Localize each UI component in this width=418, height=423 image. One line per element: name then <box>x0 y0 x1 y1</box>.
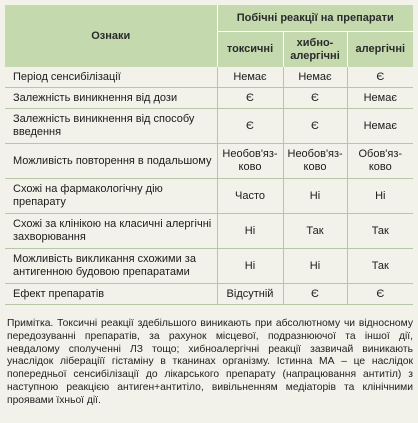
footnote-text: Примітка. Токсичні реакції здебільшого виникають при абсолютному чи відносному передозуванні препаратів, за рахунок місцевої, подразнюючої та іншої дії, невдалому сполученні ЛЗ тощо; хибноалергічні реакції зазвичай виникають унаслідок лібераціїї гістаміну в тканинах організму. Істинна МА – це наслідок попередньої сенсибілізації до лікарського препарату (напрацювання антитіл) з наступною реакцією антиген+антитіло, вивільненням медіаторів та клінічними проявами їхньої дії. <box>7 318 413 406</box>
header-features: Ознаки <box>5 5 217 67</box>
cell-pseudo-allergic: Так <box>283 214 347 249</box>
cell-allergic: Є <box>347 67 413 88</box>
table-row <box>5 67 413 88</box>
header-group-reactions: Побічні реакції на препарати <box>217 5 413 32</box>
table-row <box>5 179 413 214</box>
row-label: Схожі на фармакологічну дію препарату <box>5 179 217 214</box>
cell-pseudo-allergic: Є <box>283 284 347 305</box>
cell-toxic: Немає <box>217 67 283 88</box>
row-label: Період сенсибілізації <box>5 67 217 88</box>
header-allergic: алергічні <box>347 32 413 68</box>
cell-toxic: Часто <box>217 179 283 214</box>
cell-pseudo-allergic: Ні <box>283 249 347 284</box>
table-row <box>5 109 413 144</box>
cell-toxic: Є <box>217 109 283 144</box>
comparison-table-container <box>5 5 413 305</box>
cell-pseudo-allergic: Є <box>283 88 347 109</box>
cell-pseudo-allergic: Немає <box>283 67 347 88</box>
table-row <box>5 144 413 179</box>
row-label: Можливість повторення в подальшому <box>5 144 217 179</box>
cell-toxic: Відсутній <box>217 284 283 305</box>
cell-pseudo-allergic: Є <box>283 109 347 144</box>
cell-allergic: Обов'яз-ково <box>347 144 413 179</box>
cell-pseudo-allergic: Ні <box>283 179 347 214</box>
cell-toxic: Ні <box>217 249 283 284</box>
header-toxic: токсичні <box>217 32 283 68</box>
header-pseudo-allergic: хибно-алергічні <box>283 32 347 68</box>
cell-pseudo-allergic: Необов'яз-ково <box>283 144 347 179</box>
row-label: Залежність виникнення від дози <box>5 88 217 109</box>
cell-allergic: Немає <box>347 109 413 144</box>
cell-allergic: Ні <box>347 179 413 214</box>
drug-reactions-table <box>5 5 413 305</box>
cell-allergic: Немає <box>347 88 413 109</box>
table-row <box>5 88 413 109</box>
cell-toxic: Необов'яз-ково <box>217 144 283 179</box>
row-label: Можливість викликання схожими за антигенною будовою препаратами <box>5 249 217 284</box>
row-label: Схожі за клінікою на класичні алергічні захворювання <box>5 214 217 249</box>
table-row <box>5 249 413 284</box>
cell-toxic: Є <box>217 88 283 109</box>
cell-allergic: Так <box>347 249 413 284</box>
cell-toxic: Ні <box>217 214 283 249</box>
cell-allergic: Так <box>347 214 413 249</box>
cell-allergic: Є <box>347 284 413 305</box>
row-label: Залежність виникнення від способу введення <box>5 109 217 144</box>
table-footnote <box>7 318 413 408</box>
table-row <box>5 214 413 249</box>
row-label: Ефект препаратів <box>5 284 217 305</box>
table-row <box>5 284 413 305</box>
